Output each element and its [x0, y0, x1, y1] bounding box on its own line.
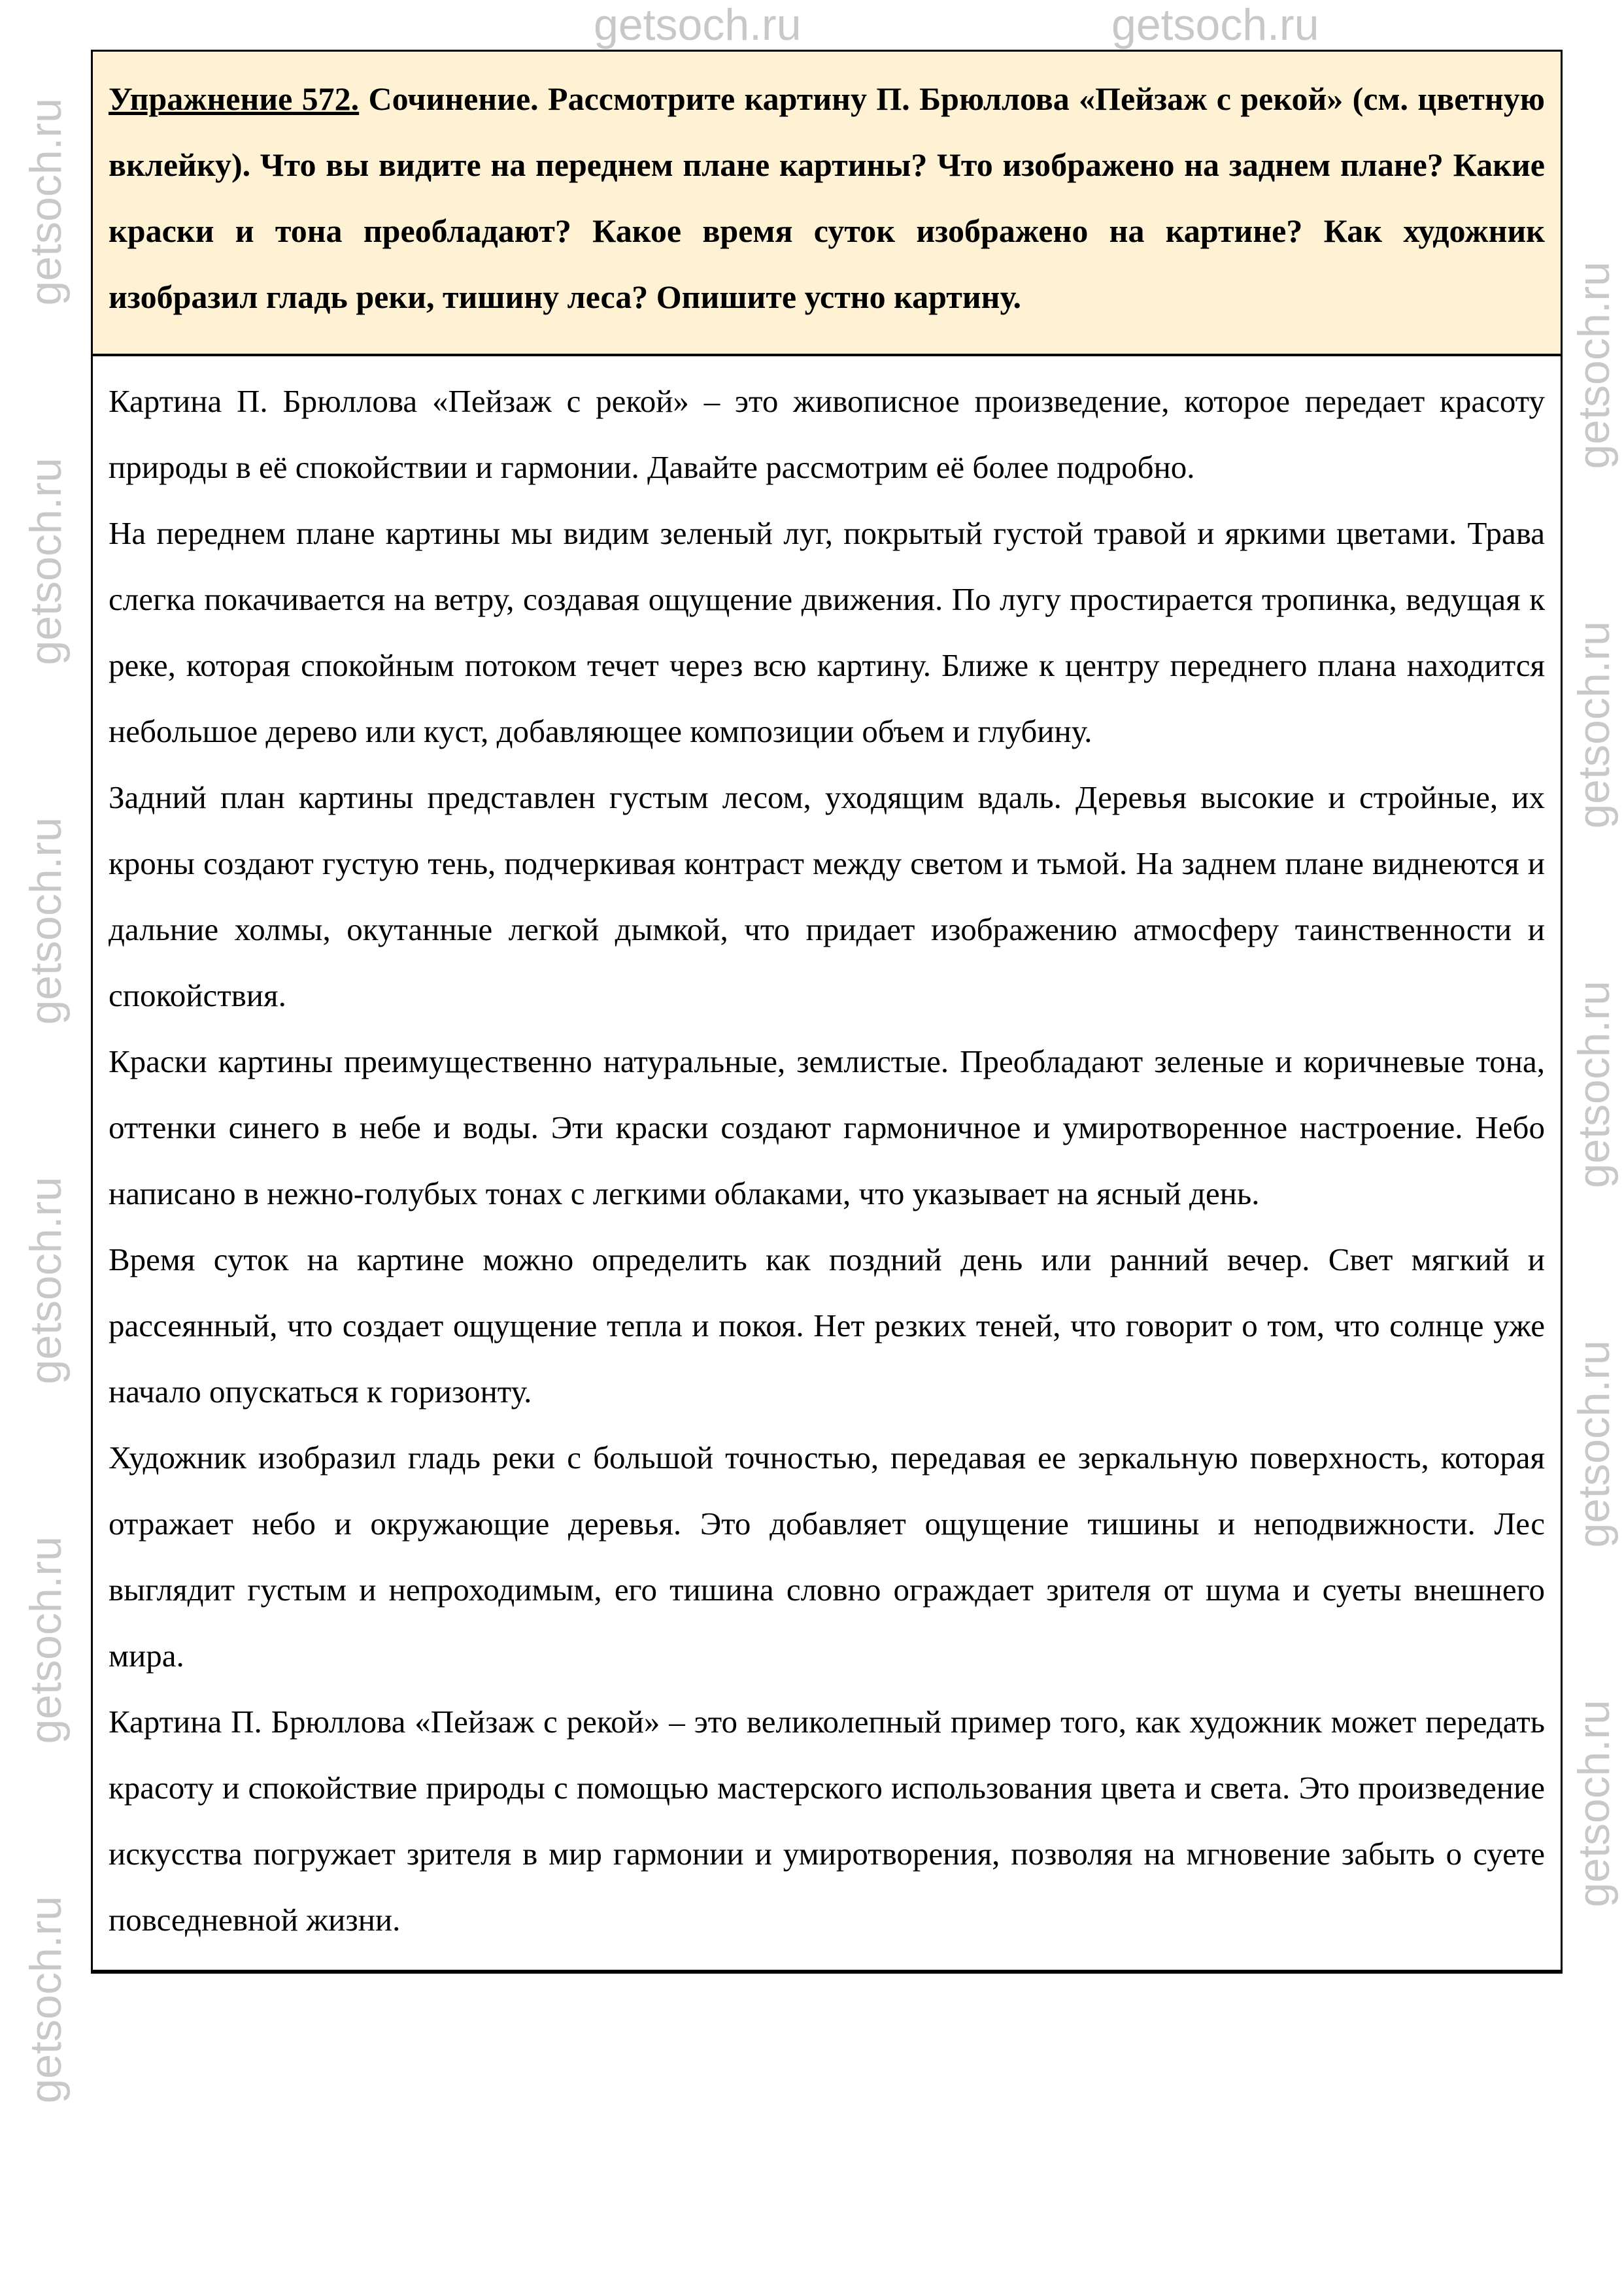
answer-paragraph: Картина П. Брюллова «Пейзаж с рекой» – это живописное произведение, которое передает красоту природы в её спокойствии и гармонии. Давайте рассмотрим её более подробно. — [109, 383, 1545, 485]
answer-paragraph: На переднем плане картины мы видим зеленый луг, покрытый густой травой и яркими цветами. Трава слегка покачивается на ветру, создавая ощущение движения. По лугу простирается тропинка, ведущая к реке, которая спокойным потоком течет через всю картину. Ближе к центру переднего плана находится небольшое дерево или куст, добавляющее композиции объем и глубину. — [109, 515, 1545, 749]
watermark: getsoch.ru — [21, 1536, 71, 1744]
watermark: getsoch.ru — [1569, 981, 1619, 1189]
watermark: getsoch.ru — [594, 0, 802, 50]
watermark: getsoch.ru — [1111, 0, 1319, 50]
exercise-box — [91, 50, 1563, 1974]
watermark: getsoch.ru — [1569, 1700, 1619, 1908]
watermark: getsoch.ru — [21, 98, 71, 306]
answer-paragraph: Время суток на картине можно определить как поздний день или ранний вечер. Свет мягкий и рассеянный, что создает ощущение тепла и покоя. Нет резких теней, что говорит о том, что солнце уже начало опускаться к горизонту. — [109, 1241, 1545, 1409]
answer-body — [93, 356, 1561, 1970]
task-header — [93, 52, 1561, 356]
watermark: getsoch.ru — [21, 458, 71, 666]
watermark: getsoch.ru — [21, 1177, 71, 1385]
answer-paragraph: Художник изобразил гладь реки с большой точностью, передавая ее зеркальную поверхность, которая отражает небо и окружающие деревья. Это добавляет ощущение тишины и неподвижности. Лес выглядит густым и непроходимым, его тишина словно ограждает зрителя от шума и суеты внешнего мира. — [109, 1440, 1545, 1674]
task-text: Сочинение. Рассмотрите картину П. Брюллова «Пейзаж с рекой» (см. цветную вклейку). Что вы видите на переднем плане картины? Что изображено на заднем плане? Какие краски и тона преобладают? Какое время суток изображено на картине? Как художник изобразил гладь реки, тишину леса? Опишите устно картину. — [109, 80, 1546, 315]
answer-paragraph: Задний план картины представлен густым лесом, уходящим вдаль. Деревья высокие и стройные, их кроны создают густую тень, подчеркивая контраст между светом и тьмой. На заднем плане виднеются и дальние холмы, окутанные легкой дымкой, что придает изображению атмосферу таинственности и спокойствия. — [109, 779, 1545, 1013]
watermark: getsoch.ru — [1569, 621, 1619, 829]
exercise-number: Упражнение 572. — [109, 80, 360, 117]
watermark: getsoch.ru — [21, 817, 71, 1025]
answer-paragraph: Картина П. Брюллова «Пейзаж с рекой» – это великолепный пример того, как художник может передать красоту и спокойствие природы с помощью мастерского использования цвета и света. Это произведение искусства погружает зрителя в мир гармонии и умиротворения, позволяя на мгновение забыть о суете повседневной жизни. — [109, 1704, 1545, 1938]
answer-paragraph: Краски картины преимущественно натуральные, землистые. Преобладают зеленые и коричневые тона, оттенки синего в небе и воды. Эти краски создают гармоничное и умиротворенное настроение. Небо написано в нежно-голубых тонах с легкими облаками, что указывает на ясный день. — [109, 1043, 1545, 1211]
watermark: getsoch.ru — [1569, 261, 1619, 469]
watermark: getsoch.ru — [21, 1896, 71, 2104]
watermark: getsoch.ru — [1569, 1340, 1619, 1548]
